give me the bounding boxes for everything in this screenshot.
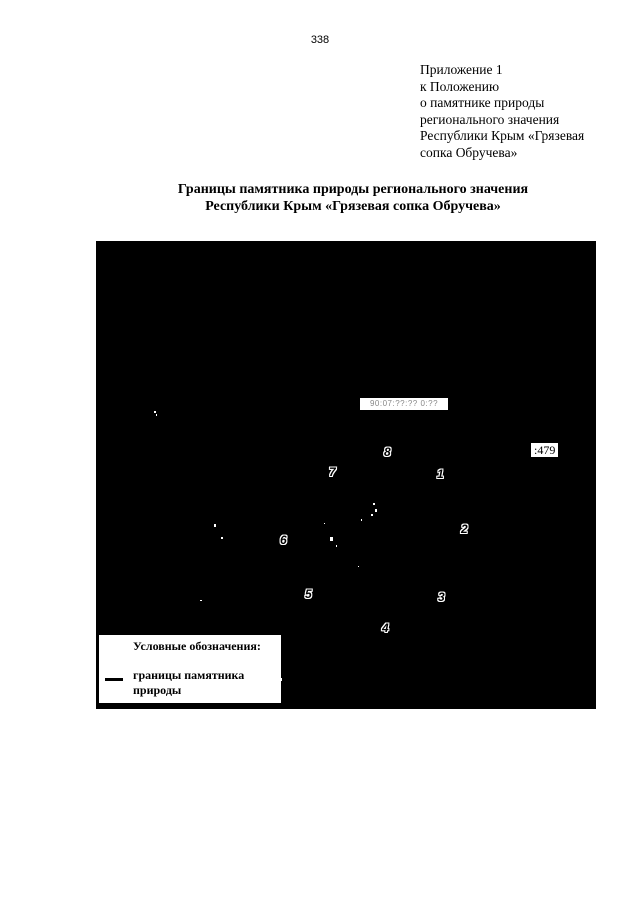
title-line-1: Границы памятника природы регионального значения [177,182,529,197]
appendix-line: Приложение 1 [420,62,503,77]
cadastral-number-label: :479 [531,443,558,457]
legend-item-line-2: природы [133,683,182,697]
map-speck [371,514,373,516]
map-speck [214,524,216,527]
boundary-point-5: 5 [305,587,312,601]
map-speck [324,523,325,524]
title-line-2: Республики Крым «Грязевая сопка Обручева» [205,199,501,214]
map-legend [99,635,281,703]
legend-item-label [133,668,244,698]
boundary-point-8: 8 [384,445,391,459]
boundary-line-symbol [105,678,123,681]
document-title [0,181,640,215]
map-speck [281,678,282,681]
map-speck [156,414,157,416]
legend-title: Условные обозначения: [133,639,261,653]
map-speck [200,600,202,601]
appendix-line: Республики Крым «Грязевая [420,128,585,143]
appendix-note [420,62,635,161]
map-speck [375,509,377,512]
boundary-point-4: 4 [382,621,389,635]
appendix-line: к Положению [420,78,500,94]
cadastral-coordinates-label: 90:07:??:?? 0:?? [360,398,448,410]
page-number: 338 [310,34,330,46]
boundary-map [96,241,596,709]
boundary-point-7: 7 [329,465,336,479]
boundary-point-3: 3 [438,590,445,604]
appendix-line: о памятнике природы [420,95,545,110]
boundary-point-2: 2 [461,522,468,536]
map-speck [358,566,359,567]
map-speck [373,503,375,505]
appendix-line: регионального значения [420,111,560,127]
boundary-point-6: 6 [280,533,287,547]
map-speck [361,519,362,521]
map-speck [154,411,156,413]
boundary-point-1: 1 [437,467,444,481]
map-speck [221,537,223,539]
map-speck [330,537,333,541]
appendix-line: сопка Обручева» [420,144,518,160]
legend-item-line-1: границы памятника [133,668,245,682]
map-speck [336,545,337,547]
